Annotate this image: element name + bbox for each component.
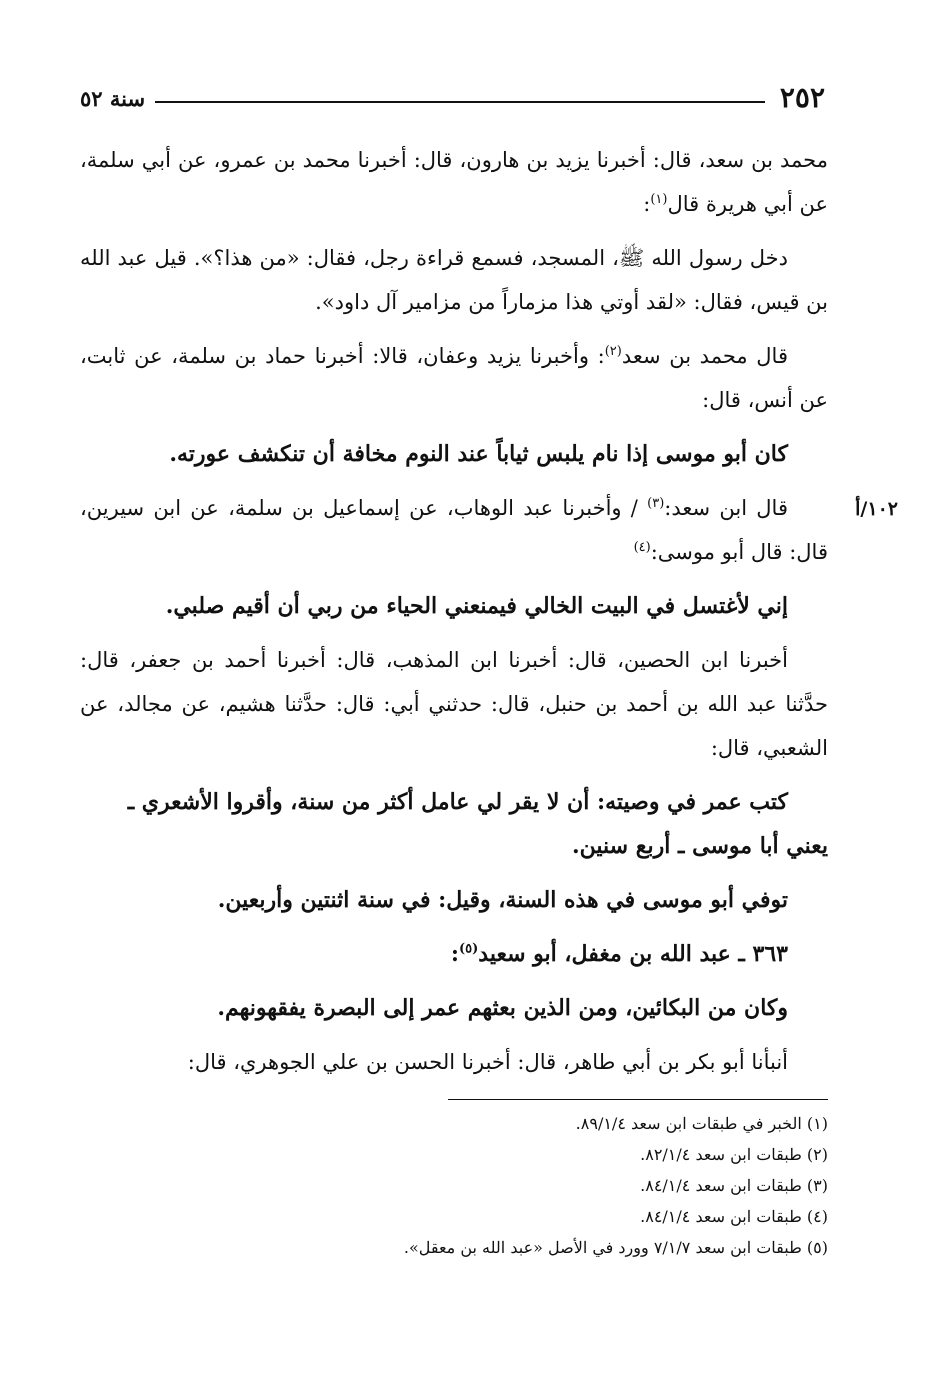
- paragraph-end: :: [643, 192, 651, 216]
- quote-3: كتب عمر في وصيته: أن لا يقر لي عامل أكثر من سنة، وأقروا الأشعري ـ يعني أبا موسى ـ أربع سنين.: [127, 789, 828, 859]
- footnote-2: (٢) طبقات ابن سعد ٨٢/١/٤.: [640, 1145, 828, 1164]
- quote-5: وكان من البكائين، ومن الذين بعثهم عمر إلى البصرة يفقهونهم.: [217, 995, 788, 1021]
- footnote-4: (٤) طبقات ابن سعد ٨٤/١/٤.: [640, 1207, 828, 1226]
- header-rule: [155, 101, 765, 103]
- footnote-3: (٣) طبقات ابن سعد ٨٤/١/٤.: [640, 1176, 828, 1195]
- main-text: [80, 138, 828, 1094]
- paragraph-text: : وأخبرنا يزيد وعفان، قالا: أخبرنا حماد بن سلمة، عن ثابت، عن أنس، قال:: [80, 344, 828, 412]
- footnotes: [200, 1108, 828, 1263]
- footnote-ref-3[interactable]: (٣): [647, 496, 665, 511]
- running-head: سنة ٥٢: [80, 86, 146, 111]
- entry-title: ٣٦٣ ـ عبد الله بن مغفل، أبو سعيد: [478, 941, 788, 967]
- paragraph-isnad-1: [80, 138, 828, 226]
- paragraph-text: / وأخبرنا عبد الوهاب، عن إسماعيل بن سلمة، عن ابن سيرين، قال: قال أبو موسى:: [80, 496, 828, 564]
- footnote-5: (٥) طبقات ابن سعد ٧/١/٧ وورد في الأصل «عبد الله بن معقل».: [403, 1238, 828, 1257]
- quote-4: توفي أبو موسى في هذه السنة، وقيل: في سنة اثنتين وأربعين.: [217, 887, 788, 913]
- paragraph-isnad-4: أخبرنا ابن الحصين، قال: أخبرنا ابن المذهب، قال: أخبرنا أحمد بن جعفر، قال: حدَّثنا عبد الله بن أحمد بن حنبل، قال: حدثني أبي: قال: حدَّثنا هشيم، عن مجالد، عن الشعبي، قال:: [80, 648, 828, 760]
- paragraph-isnad-5: أنبأنا أبو بكر بن أبي طاهر، قال: أخبرنا الحسن بن علي الجوهري، قال:: [187, 1050, 788, 1074]
- manuscript-folio-note: ١٠٢/أ: [855, 498, 898, 520]
- footnote-ref-2[interactable]: (٢): [604, 344, 622, 359]
- paragraph-isnad-3: [80, 486, 828, 574]
- quote-2: إني لأغتسل في البيت الخالي فيمنعني الحياء من ربي أن أقيم صلبي.: [165, 593, 788, 619]
- footnote-rule: [448, 1099, 828, 1100]
- paragraph-hadith-1: دخل رسول الله ﷺ، المسجد، فسمع قراءة رجل، فقال: «من هذا؟». قيل عبد الله بن قيس، فقال: «لقد أوتي هذا مزماراً من مزامير آل داود».: [80, 246, 828, 314]
- footnote-ref-4[interactable]: (٤): [633, 540, 651, 555]
- paragraph-text: محمد بن سعد، قال: أخبرنا يزيد بن هارون، قال: أخبرنا محمد بن عمرو، عن أبي سلمة، عن أبي هريرة قال: [80, 148, 828, 216]
- biography-entry-heading: [80, 932, 828, 976]
- page-header: [80, 80, 825, 120]
- footnote-ref-5[interactable]: (٥): [458, 941, 479, 957]
- paragraph-isnad-2: [80, 334, 828, 422]
- paragraph-text: قال محمد بن سعد: [621, 344, 788, 368]
- paragraph-text: قال ابن سعد:: [664, 496, 788, 520]
- footnote-ref-1[interactable]: (١): [650, 192, 668, 207]
- quote-1: كان أبو موسى إذا نام يلبس ثياباً عند النوم مخافة أن تنكشف عورته.: [169, 441, 788, 467]
- entry-end: :: [450, 941, 459, 967]
- footnote-1: (١) الخبر في طبقات ابن سعد ٨٩/١/٤.: [575, 1114, 828, 1133]
- page-number: ٢٥٢: [779, 81, 825, 114]
